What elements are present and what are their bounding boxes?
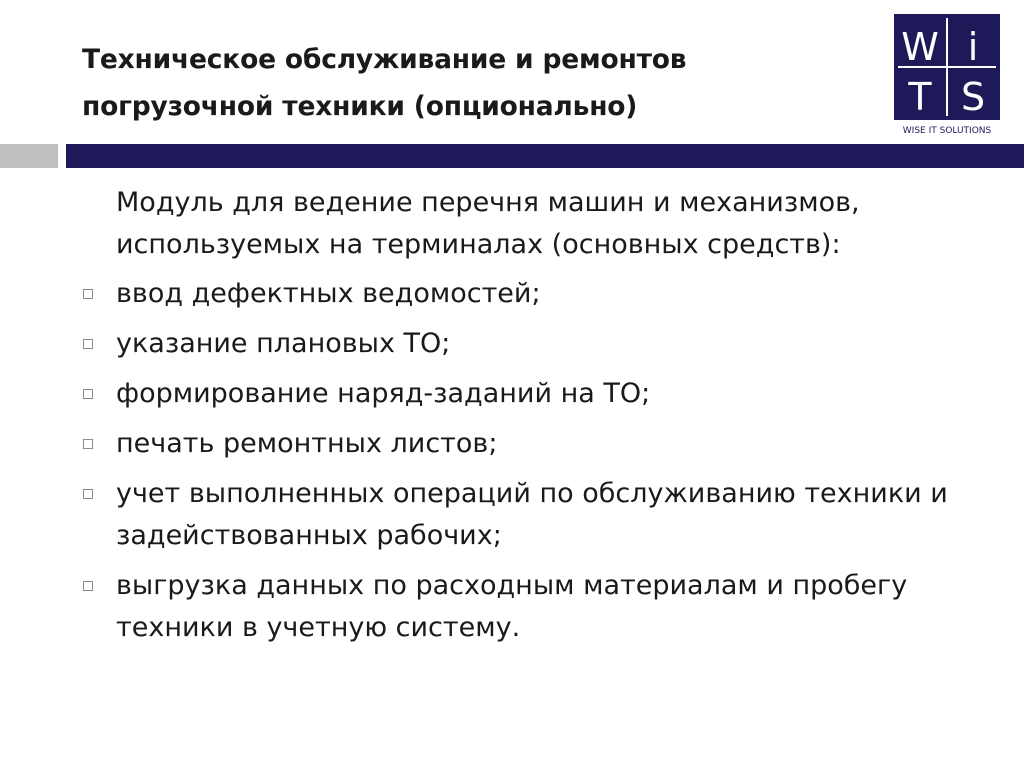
list-item [82,473,982,557]
logo-caption: WISE IT SOLUTIONS [902,126,992,136]
list-item [82,323,982,365]
list-item-text: ввод дефектных ведомостей; [116,278,541,309]
list-item [82,373,982,415]
list-item-text: выгрузка данных по расходным материалам и пробегу техники в учетную систему. [116,570,908,643]
wits-logo [892,12,1002,136]
hollow-square-icon [83,389,93,399]
header-divider-navy [66,144,1024,168]
hollow-square-icon [83,581,93,591]
list-item-text: указание плановых ТО; [116,328,451,359]
slide-content [82,182,982,657]
list-item-text: формирование наряд-заданий на ТО; [116,378,651,409]
header-divider-gap [58,144,62,168]
list-item [82,423,982,465]
header-divider-gray [0,144,58,168]
logo-letter-i: i [967,25,979,69]
list-item [82,565,982,649]
bullet-list [82,273,982,649]
list-item [82,273,982,315]
list-item-text: печать ремонтных листов; [116,428,498,459]
hollow-square-icon [83,489,93,499]
list-item-text: учет выполненных операций по обслуживанию техники и задействованных рабочих; [116,478,948,551]
hollow-square-icon [83,339,93,349]
logo-letter-s: S [960,75,986,119]
slide-title: Техническое обслуживание и ремонтов погрузочной техники (опционально) [82,44,687,122]
intro-text: Модуль для ведение перечня машин и механизмов, используемых на терминалах (основных средств): [116,187,860,260]
hollow-square-icon [83,289,93,299]
logo-letter-t: T [908,75,932,119]
hollow-square-icon [83,439,93,449]
logo-letter-w: W [901,25,939,69]
